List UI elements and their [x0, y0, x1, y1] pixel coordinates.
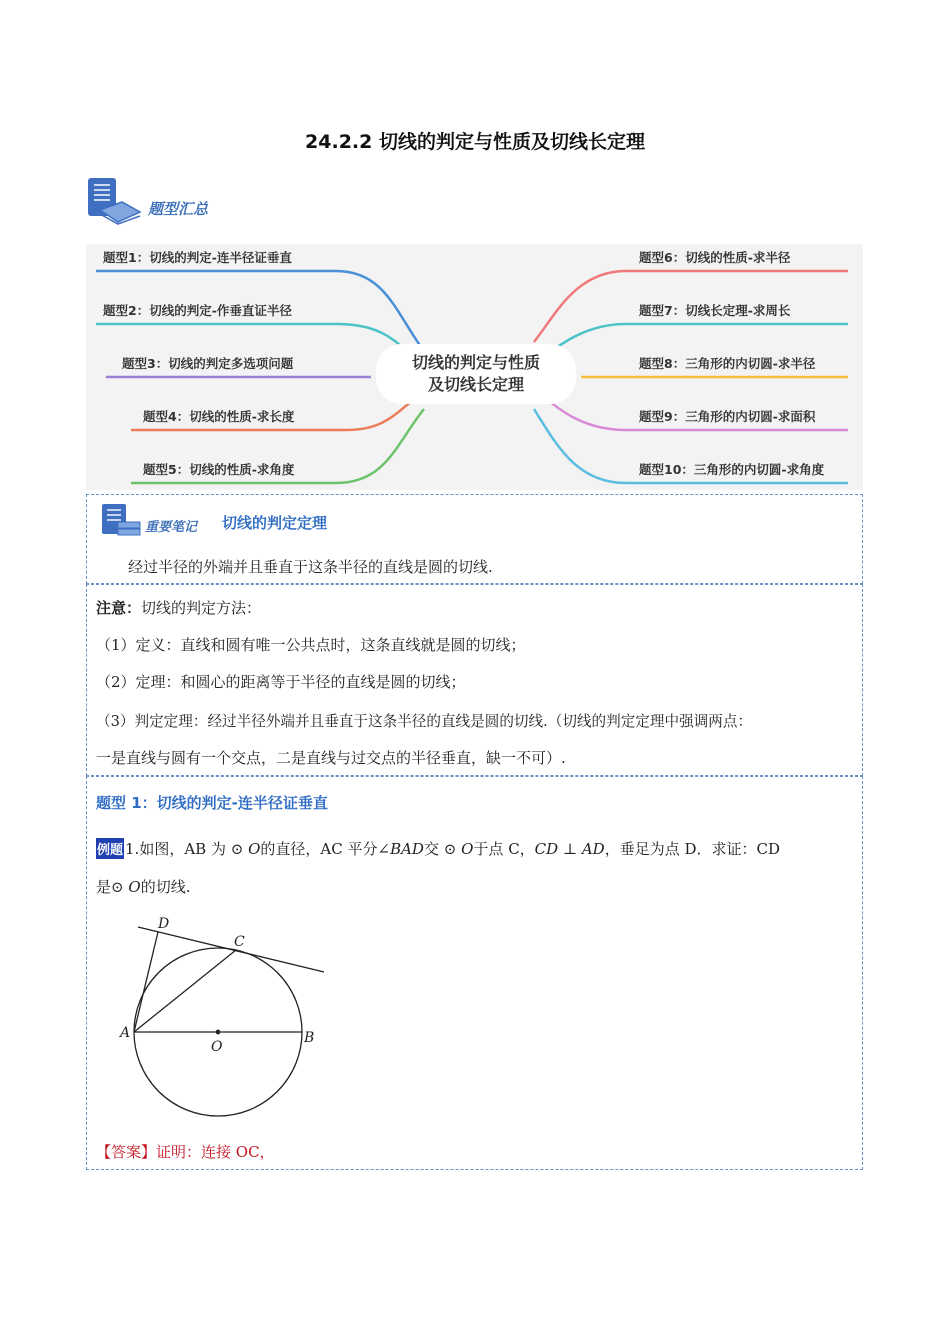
circle-symbol: ⊙	[443, 840, 457, 858]
example-text: 的切线.	[140, 878, 191, 896]
mindmap-left-item: 题型1：切线的判定-连半径证垂直	[103, 250, 292, 265]
math-o: O	[461, 840, 474, 858]
attention-item: （2）定理：和圆心的距离等于半径的直线是圆的切线；	[96, 673, 466, 691]
note-label: 重要笔记	[145, 520, 198, 535]
summary-header	[86, 176, 386, 226]
example-line1	[96, 838, 780, 859]
mindmap-center	[376, 344, 576, 404]
attention-lead-label: 注意：	[96, 599, 142, 617]
mindmap-left-item: 题型2：切线的判定-作垂直证半径	[103, 303, 292, 318]
example-text: 交	[423, 840, 439, 858]
mindmap	[86, 244, 863, 490]
example-line2	[96, 876, 190, 897]
chord-ac	[134, 950, 236, 1032]
mindmap-right-item: 题型10：三角形的内切圆-求角度	[639, 462, 825, 477]
segment-ad	[134, 932, 158, 1032]
mindmap-left-item: 题型4：切线的性质-求长度	[143, 409, 295, 424]
attention-item: （3）判定定理：经过半径外端并且垂直于这条半径的直线是圆的切线.（切线的判定定理中强调两点：	[96, 713, 753, 730]
page-title: 24.2.2 切线的判定与性质及切线长定理	[305, 131, 645, 153]
answer-tag: 【答案】	[96, 1143, 157, 1161]
notebook-icon	[100, 502, 142, 538]
answer-line	[96, 1141, 275, 1162]
attention-item: 一是直线与圆有一个交点，二是直线与过交点的半径垂直，缺一不可）.	[96, 749, 566, 767]
attention-lead	[96, 597, 261, 618]
book-icon	[86, 176, 144, 226]
label-o: O	[211, 1039, 223, 1055]
math-o: O	[128, 878, 141, 896]
label-c: C	[234, 934, 245, 950]
summary-label: 题型汇总	[148, 200, 209, 218]
type1-title: 题型 1：切线的判定-连半径证垂直	[96, 794, 328, 812]
note-title: 切线的判定定理	[222, 514, 328, 532]
center-dot	[216, 1030, 221, 1035]
mindmap-left-item: 题型5：切线的性质-求角度	[143, 462, 295, 477]
theorem-text: 经过半径的外端并且垂直于这条半径的直线是圆的切线.	[128, 558, 493, 576]
example-text: ，垂足为点 D．求证：CD	[604, 840, 780, 858]
circle-symbol: ⊙	[230, 840, 244, 858]
tangent-line	[138, 927, 324, 972]
attention-lead-text: 切线的判定方法：	[141, 599, 262, 617]
example-text: 是	[96, 878, 112, 896]
example-tag: 例题	[96, 838, 124, 859]
mindmap-right-item: 题型6：切线的性质-求半径	[639, 250, 791, 265]
mindmap-right-item: 题型9：三角形的内切圆-求面积	[639, 409, 816, 424]
attention-item: （1）定义：直线和圆有唯一公共点时，这条直线就是圆的切线；	[96, 636, 526, 654]
math-angle: ∠BAD	[377, 840, 424, 858]
label-d: D	[158, 916, 170, 932]
example-text: 的直径，AC 平分	[260, 840, 378, 858]
label-b: B	[304, 1030, 315, 1046]
circle-symbol: ⊙	[111, 878, 124, 896]
note-header	[100, 502, 460, 538]
label-a: A	[120, 1025, 131, 1041]
example-text: 于点 C，	[473, 840, 535, 858]
example-text: 1.如图，AB 为	[125, 840, 226, 858]
mindmap-right-item: 题型8：三角形的内切圆-求半径	[639, 356, 816, 371]
mindmap-left-item: 题型3：切线的判定多选项问题	[122, 356, 294, 371]
geometry-figure	[118, 908, 338, 1123]
math-o: O	[248, 840, 261, 858]
mindmap-center-line1: 切线的判定与性质	[411, 353, 540, 372]
mindmap-right-item: 题型7：切线长定理-求周长	[639, 303, 791, 318]
math-perp: CD ⊥ AD	[534, 840, 605, 858]
answer-text: 证明：连接 OC，	[156, 1143, 275, 1161]
mindmap-center-line2: 及切线长定理	[427, 375, 524, 394]
